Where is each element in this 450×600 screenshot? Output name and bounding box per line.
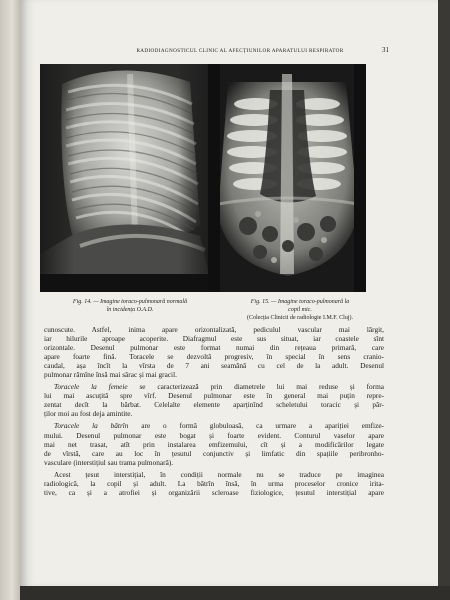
p2-line: ților moi au fost deja amintite. [44, 409, 133, 419]
figure-15-caption-line2: copil mic. [288, 307, 312, 313]
p2-line: lui mai ascuțită spre vîrf. Desenul pulmonar este în general mai puțin repre- [44, 391, 384, 401]
p1-line: cunoscute. Astfel, inima apare orizontalizată, pediculul vascular mai lărgit, [44, 325, 384, 334]
figure-15-source: (Colecția Clinicii de radiologie I.M.F. Cluj). [246, 315, 353, 321]
figure-15-caption [220, 298, 380, 322]
figure-14-caption-line2: în incidența O.A.D. [106, 307, 154, 313]
running-head: RADIODIAGNOSTICUL CLINIC AL AFECȚIUNILOR APARATULUI RESPIRATOR [136, 48, 344, 54]
p1-line: orizontale. Desenul pulmonar este format numai din rețeaua primară, care [44, 343, 384, 353]
page-number: 31 [382, 46, 389, 54]
p3-line: vasculare (interstițiul sau trama pulmonară). [44, 457, 174, 467]
figure-15-radiograph [208, 64, 366, 292]
p1-line: iar hilurile aproape acoperite. Diafragmul este sus situat, iar coastele sînt [44, 334, 384, 344]
p2-line [44, 382, 384, 391]
figure-14-radiograph [40, 64, 213, 292]
p3-line-rest: are o formă globuloasă, ca urmare a apariției emfize- [128, 421, 384, 431]
p1-line: pulmonar rămîne însă mai sărac și mai gracil. [44, 370, 177, 380]
figure-15-caption-line1: Fig. 15. — Imagine toraco-pulmonară la [250, 299, 350, 305]
p2-line: zentat decît la bărbat. Celelalte elemente aparținînd scheletului toracic și păr- [44, 400, 384, 410]
p4-line: Acest țesut interstițial, în condiții normale nu se traduce pe imaginea [54, 469, 384, 479]
p3-line: mai net trasat, atît prin instalarea emfizemului, cît și a modificărilor legate [44, 439, 384, 449]
p3-lead: Toracele la bătrîn [54, 421, 129, 431]
p1-line: caudal, așa încît la vîrsta de 7 ani seamănă cu cel de la adult. Desenul [44, 361, 384, 371]
page-bottom-shadow [20, 586, 450, 600]
p4-line: radiologică, la copil și adult. La bătrîn însă, în urma proceselor cronice irita- [44, 478, 384, 488]
p3-line: de vîrstă, care au loc în țesutul conjunctiv și limfatic din spațiile peribronho- [44, 448, 384, 458]
p4-line: tive, ca și a atrofiei și organizării scleroase fiziologice, țesutul interstițial apare [44, 487, 384, 497]
p3-line [44, 421, 384, 430]
chest-xray-lateral-image [40, 64, 213, 292]
p2-line-rest: se caracterizează prin diametrele lui mai reduse și forma [127, 382, 384, 392]
figure-14-caption-line1: Fig. 14. — Imagine toraco-pulmonară normală [72, 299, 188, 305]
p1-line: apare foarte fină. Toracele se dezvoltă progresiv, în special în sens cranio- [44, 352, 384, 362]
chest-xray-child-image [208, 64, 366, 292]
body-text [44, 325, 384, 497]
p2-lead: Toracele la femeie [54, 382, 128, 392]
p3-line: mului. Desenul pulmonar este bogat și foarte evident. Conturul vaselor apare [44, 430, 384, 440]
figure-14-caption [45, 298, 215, 314]
facing-page-edge [0, 0, 22, 600]
